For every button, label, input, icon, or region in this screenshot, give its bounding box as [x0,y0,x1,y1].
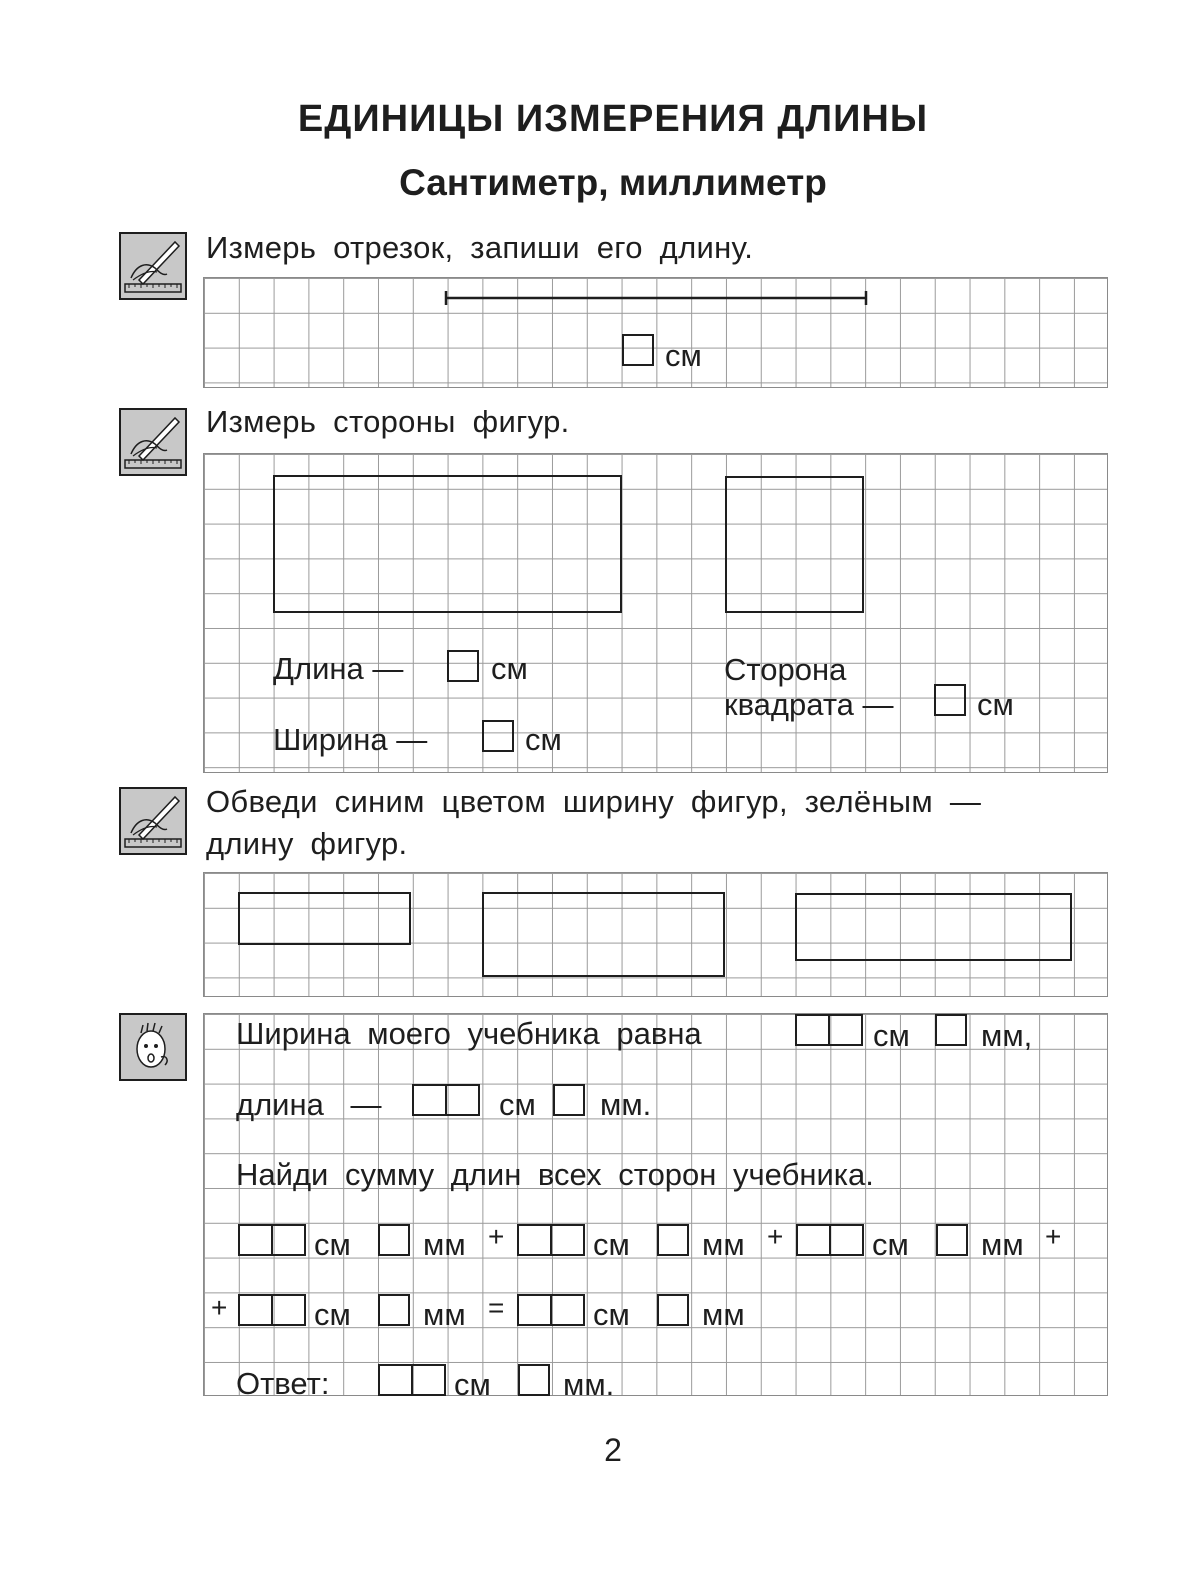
length-label: Длина — [273,651,404,686]
sum-result-cm-box[interactable] [517,1294,585,1326]
unit-cm-label: см [454,1367,491,1402]
task4-line1-text: Ширина моего учебника равна [236,1016,702,1051]
unit-cm-label: см [593,1227,630,1262]
pencil-ruler-icon [119,232,187,300]
sum-term4-mm-box[interactable] [378,1294,410,1326]
rectangle-figure-1[interactable] [238,892,411,945]
page-title: ЕДИНИЦЫ ИЗМЕРЕНИЯ ДЛИНЫ [297,98,929,140]
task4-grid [203,1013,1108,1396]
unit-label: см [525,722,562,757]
sum-term3-cm-box[interactable] [796,1224,864,1256]
rectangle-figure-2[interactable] [482,892,725,977]
textbook-width-cm-box[interactable] [795,1014,863,1046]
sum-term3-mm-box[interactable] [936,1224,968,1256]
task2-instruction: Измерь стороны фигур. [206,404,570,439]
textbook-length-cm-box[interactable] [412,1084,480,1116]
sum-term4-cm-box[interactable] [238,1294,306,1326]
unit-cm-label: см [314,1297,351,1332]
unit-mm-label: мм. [563,1367,615,1402]
page-number: 2 [604,1432,622,1468]
unit-cm-label: см [593,1297,630,1332]
length-answer-box[interactable] [447,650,479,682]
task4-line3-text: Найди сумму длин всех сторон учебника. [236,1157,874,1192]
textbook-width-mm-box[interactable] [935,1014,967,1046]
plus-sign: + [767,1221,784,1252]
sum-term2-cm-box[interactable] [517,1224,585,1256]
task1-instruction: Измерь отрезок, запиши его длину. [206,230,754,265]
unit-mm-label: мм [702,1297,745,1332]
square-figure [725,476,864,613]
unit-cm-label: см [872,1227,909,1262]
plus-sign: + [1045,1221,1062,1252]
plus-sign: + [211,1292,228,1323]
answer-cm-box[interactable] [378,1364,446,1396]
width-label: Ширина — [273,722,428,757]
textbook-length-mm-box[interactable] [553,1084,585,1116]
sum-result-mm-box[interactable] [657,1294,689,1326]
answer-box[interactable] [622,334,654,366]
unit-mm-label: мм [702,1227,745,1262]
unit-cm-label: см [873,1018,910,1053]
side-label-line1: Сторона [724,652,847,687]
pencil-ruler-icon [119,787,187,855]
task3-instruction-line2: длину фигур. [206,826,408,861]
measured-segment [440,288,872,308]
rectangle-figure [273,475,622,613]
unit-mm-label: мм [981,1227,1024,1262]
unit-label: см [491,651,528,686]
answer-mm-box[interactable] [518,1364,550,1396]
rectangle-figure-3[interactable] [795,893,1072,961]
side-answer-box[interactable] [934,684,966,716]
thinking-face-icon [119,1013,187,1081]
sum-term2-mm-box[interactable] [657,1224,689,1256]
unit-label: см [977,687,1014,722]
plus-sign: + [488,1221,505,1252]
sum-term1-cm-box[interactable] [238,1224,306,1256]
page-subtitle: Сантиметр, миллиметр [399,162,827,203]
answer-label: Ответ: [236,1366,330,1401]
unit-mm-label: мм. [600,1087,652,1122]
sum-term1-mm-box[interactable] [378,1224,410,1256]
unit-label: см [665,338,702,373]
unit-cm-label: см [499,1087,536,1122]
unit-cm-label: см [314,1227,351,1262]
unit-mm-label: мм [423,1227,466,1262]
unit-mm-label: мм [423,1297,466,1332]
side-label-line2: квадрата — [724,687,894,722]
pencil-ruler-icon [119,408,187,476]
unit-mm-label: мм, [981,1018,1033,1053]
equals-sign: = [488,1292,505,1323]
task4-line2-text: длина — [236,1087,382,1122]
width-answer-box[interactable] [482,720,514,752]
task3-instruction-line1: Обведи синим цветом ширину фигур, зелёным — [206,784,982,819]
